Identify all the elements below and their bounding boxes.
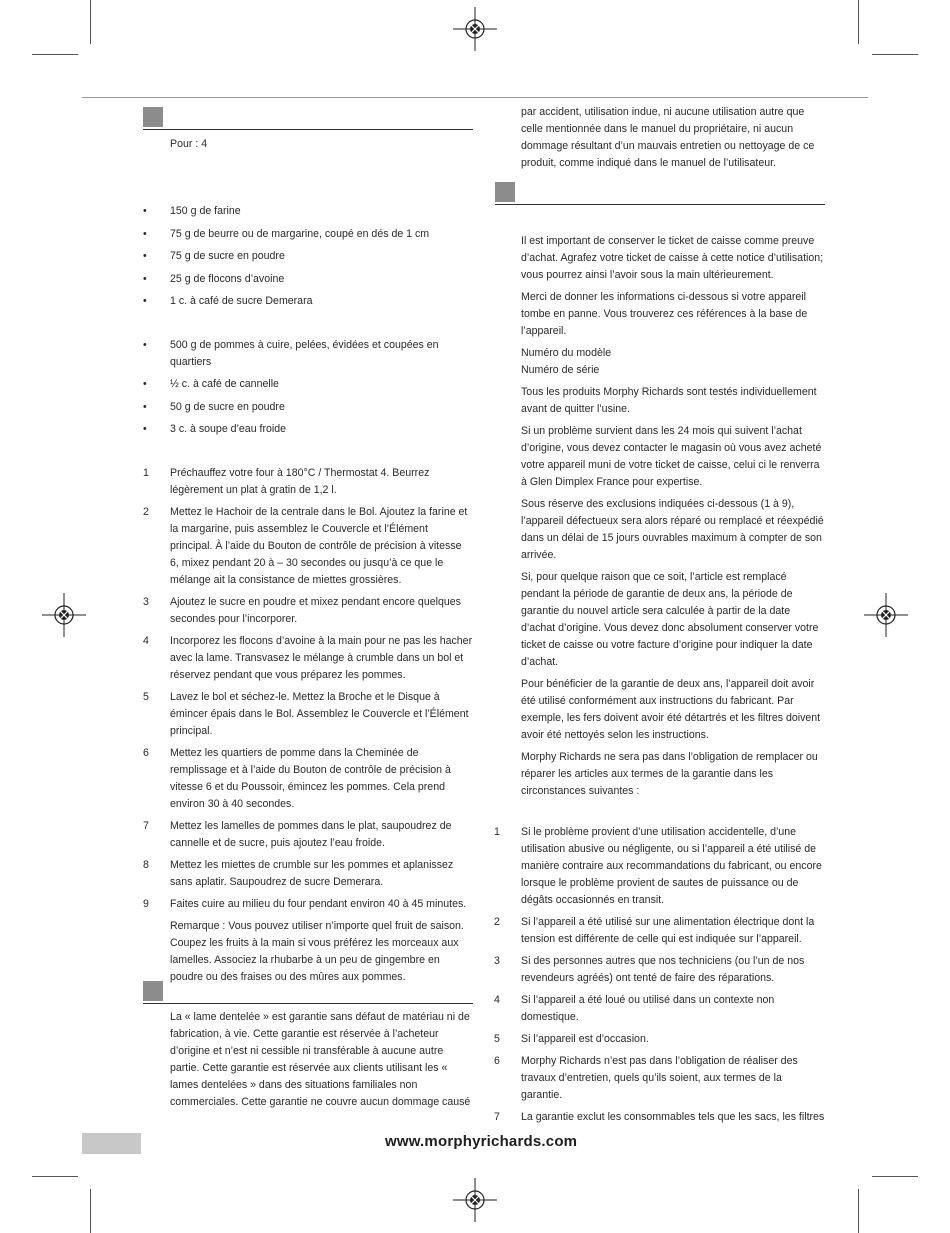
page-top-rule [82, 97, 868, 98]
guarantee-section-header [495, 180, 825, 205]
paragraph: Morphy Richards ne sera pas dans l’obligation de remplacer ou réparer les articles aux termes de la garantie dans les circonstances suivantes : [521, 751, 818, 797]
step-item: 4 Incorporez les flocons d’avoine à la main pour ne pas les hacher avec la lame. Transvasez le mélange à crumble dans un bol et réservez pendant que vous préparez les pommes. [143, 635, 473, 681]
list-item: • 3 c. à soupe d’eau froide [143, 423, 287, 435]
crop-mark [872, 1176, 918, 1177]
list-item: • 50 g de sucre en poudre [143, 400, 285, 413]
exclusion-item: 4 Si l’appareil a été loué ou utilisé dans un contexte non domestique. [494, 994, 775, 1023]
step-item: 1 Préchauffez votre four à 180°C / Thermostat 4. Beurrez légèrement un plat à gratin de 1,2 l. [143, 467, 430, 496]
step-item: 5 Lavez le bol et séchez-le. Mettez la Broche et le Disque à émincer épais dans le Bol. Assemblez le Couvercle et l’Élément principal. [143, 691, 469, 737]
paragraph: Si, pour quelque raison que ce soit, l’article est remplacé pendant la période de garantie de deux ans, la période de garantie du nouvel article sera calculée à partir de la date d’achat d’origine. Vous devez donc absolument conserver votre ticket de caisse ou votre facture d’origine pour indiquer la date d’achat. [521, 571, 819, 668]
remark-note: Remarque : Vous pouvez utiliser n’importe quel fruit de saison. Coupez les fruits à la main si vous préférez les morceaux aux lamelles. Associez la rhubarbe à un peu de gingembre en poudre ou des fraises ou des mûres aux pommes. [170, 920, 464, 983]
exclusion-item: 6 Morphy Richards n’est pas dans l’obligation de réaliser des travaux d’entretien, quels qu’ils soient, aux termes de la garantie. [494, 1055, 798, 1101]
guarantee-body [521, 233, 826, 800]
step-item: 3 Ajoutez le sucre en poudre et mixez pendant encore quelques secondes pour l’incorporer. [143, 596, 461, 625]
step-item: 7 Mettez les lamelles de pommes dans le plat, saupoudrez de cannelle et de sucre, puis ajoutez l’eau froide. [143, 820, 452, 849]
list-item: • ½ c. à café de cannelle [143, 378, 279, 390]
exclusion-item: 3 Si des personnes autres que nos techniciens (ou l’un de nos revendeurs agréés) ont tenté de faire des réparations. [494, 955, 805, 984]
paragraph: Il est important de conserver le ticket de caisse comme preuve d’achat. Agrafez votre ticket de caisse à cette notice d’utilisation; vous pourrez ainsi l’avoir sous la main ultérieurement. [521, 235, 824, 281]
paragraph: Tous les produits Morphy Richards sont testés individuellement avant de quitter l’usine. [521, 386, 817, 415]
registration-mark-icon [453, 1178, 497, 1222]
list-item: • 1 c. à café de sucre Demerara [143, 295, 313, 307]
exclusion-item: 2 Si l’appareil a été utilisé sur une alimentation électrique dont la tension est différente de celle qui est indiquée sur l’appareil. [494, 916, 815, 945]
exclusion-item: 1 Si le problème provient d’une utilisation accidentelle, d’une utilisation abusive ou négligente, ou si l’appareil a été utilisé de manière contraire aux recommandations du fabricant, ou encore lorsque le problème provient de sautes de puissance ou de dégâts occasionnés en transit. [494, 826, 822, 906]
step-item: 8 Mettez les miettes de crumble sur les pommes et aplanissez sans aplatir. Saupoudrez de sucre Demerara. [143, 859, 454, 888]
crumble-ingredients-list [143, 203, 473, 310]
paragraph: Si un problème survient dans les 24 mois qui suivent l’achat d’origine, vous devez contacter le magasin où vous avez acheté votre appareil muni de votre ticket de caisse, celui ci le renverra à Glen Dimplex France pour expertise. [521, 425, 822, 488]
registration-mark-icon [42, 593, 86, 637]
crop-mark [32, 1176, 78, 1177]
step-item: 9 Faites cuire au milieu du four pendant environ 40 à 45 minutes. [143, 898, 467, 910]
footer-website: www.morphyrichards.com [385, 1133, 578, 1150]
section-marker [143, 107, 163, 127]
crop-mark [858, 0, 859, 44]
crop-mark [32, 54, 78, 55]
section-marker [143, 981, 163, 1001]
paragraph: Sous réserve des exclusions indiquées ci-dessous (1 à 9), l’appareil défectueux sera alors réparé ou remplacé et réexpédié dans un délai de 15 jours ouvrables maximum à compter de son arrivée. [521, 498, 824, 561]
serial-number-label: Numéro de série [521, 364, 600, 376]
exclusion-item: 7 La garantie exclut les consommables tels que les sacs, les filtres [494, 1111, 825, 1123]
paragraph: Merci de donner les informations ci-dessous si votre appareil tombe en panne. Vous trouverez ces références à la base de l’appareil. [521, 291, 808, 337]
list-item: • 500 g de pommes à cuire, pelées, évidées et coupées en quartiers [143, 339, 439, 368]
step-item: 2 Mettez le Hachoir de la centrale dans le Bol. Ajoutez la farine et la margarine, puis assemblez le Couvercle et l’Élément principal. À l’aide du Bouton de contrôle de précision à vitesse 6, mixez pendant 20 à – 30 secondes ou jusqu’à ce que le mélange ait la consistance de miettes grossières. [143, 506, 468, 586]
filling-ingredients-list [143, 337, 453, 438]
method-steps [143, 465, 473, 986]
list-item: • 25 g de flocons d’avoine [143, 272, 285, 285]
crop-mark [90, 0, 91, 44]
page-number-tab [82, 1133, 141, 1154]
paragraph: Pour bénéficier de la garantie de deux ans, l’appareil doit avoir été utilisé conformément aux instructions du fabricant. Par exemple, les fers doivent avoir été détartrés et les filtres doivent avoir été nettoyés selon les instructions. [521, 678, 821, 741]
exclusion-item: 5 Si l’appareil est d’occasion. [494, 1033, 649, 1045]
step-item: 6 Mettez les quartiers de pomme dans la Cheminée de remplissage et à l’aide du Bouton de contrôle de précision à vitesse 6 et du Poussoir, émincez les pommes. Cela prend environ 30 à 40 secondes. [143, 747, 451, 810]
recipe-section-header [143, 105, 473, 130]
section-marker [495, 182, 515, 202]
list-item: • 150 g de farine [143, 205, 241, 217]
model-number-label: Numéro du modèle [521, 347, 612, 359]
guarantee-continuation: par accident, utilisation indue, ni aucune utilisation autre que celle mentionnée dans le manuel du propriétaire, ni aucun dommage résultant d’un mauvais entretien ou nettoyage de ce produit, comme indiqué dans le manuel de l’utilisateur. [521, 106, 815, 169]
crop-mark [872, 54, 918, 55]
exclusions-list [494, 824, 826, 1126]
blade-guarantee-header [143, 979, 473, 1004]
list-item: • 75 g de sucre en poudre [143, 250, 285, 262]
crop-mark [858, 1189, 859, 1233]
registration-mark-icon [453, 7, 497, 51]
serves-line: Pour : 4 [170, 138, 208, 150]
crop-mark [90, 1189, 91, 1233]
blade-guarantee-text: La « lame dentelée » est garantie sans défaut de matériau ni de fabrication, à vie. Cette garantie est réservée à l’acheteur d’origine et n’est ni cessible ni transférable à aucune autre partie. Cette garantie est réservée aux clients utilisant les « lames dentelées » dans des situations familiales non commerciales. Cette garantie ne couvre aucun dommage causé [170, 1011, 471, 1108]
registration-mark-icon [864, 593, 908, 637]
list-item: • 75 g de beurre ou de margarine, coupé en dés de 1 cm [143, 227, 430, 240]
